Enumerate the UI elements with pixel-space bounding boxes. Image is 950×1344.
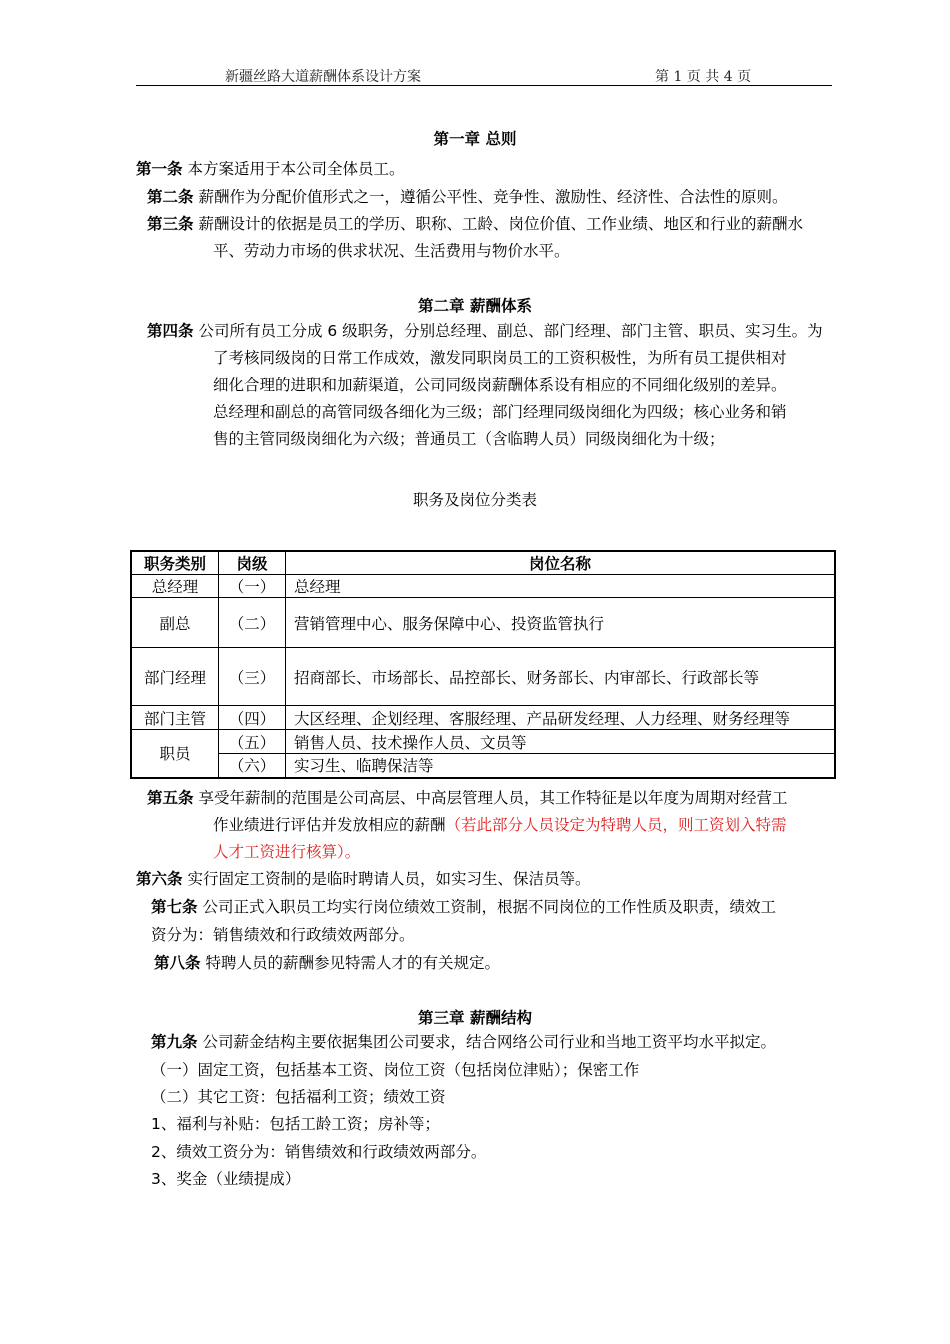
row-positions: 实习生、临聘保洁等 — [286, 754, 836, 778]
article-7-line-1: 公司正式入职员工均实行岗位绩效工资制，根据不同岗位的工作性质及职责，绩效工 — [202, 898, 776, 916]
article-8 — [154, 950, 500, 977]
article-6-text: 实行固定工资制的是临时聘请人员，如实习生、保洁员等。 — [187, 870, 591, 888]
article-3 — [147, 211, 803, 238]
article-3-line-1: 薪酬设计的依据是员工的学历、职称、工龄、岗位价值、工作业绩、地区和行业的薪酬水 — [198, 215, 803, 233]
chapter-3-title: 第三章 薪酬结构 — [418, 1009, 532, 1027]
row-positions: 招商部长、市场部长、品控部长、财务部长、内审部长、行政部长等 — [286, 648, 836, 706]
row-level: （六） — [219, 754, 286, 778]
row-category: 部门主管 — [131, 706, 219, 730]
row-positions: 销售人员、技术操作人员、文员等 — [286, 730, 836, 754]
article-3-line-2: 平、劳动力市场的供求状况、生活费用与物价水平。 — [213, 242, 570, 260]
row-category: 总经理 — [131, 575, 219, 598]
table-row — [131, 706, 835, 730]
table-row — [131, 648, 835, 706]
article-6-label: 第六条 — [136, 870, 183, 888]
article-2 — [147, 184, 787, 211]
row-category: 部门经理 — [131, 648, 219, 706]
article-7 — [151, 894, 776, 921]
row-level: （五） — [219, 730, 286, 754]
article-5-note: （若此部分人员设定为特聘人员，则工资划入特需 — [445, 816, 787, 834]
article-9 — [151, 1029, 776, 1056]
article-9-text: 公司薪金结构主要依据集团公司要求，结合网络公司行业和当地工资平均水平拟定。 — [202, 1033, 776, 1051]
article-5-line-1: 享受年薪制的范围是公司高层、中高层管理人员，其工作特征是以年度为周期对经营工 — [198, 789, 788, 807]
article-4-line-4: 总经理和副总的高管同级各细化为三级；部门经理同级岗细化为四级；核心业务和销 — [213, 403, 787, 421]
header-positions: 岗位名称 — [286, 551, 836, 575]
article-4-line-5: 售的主管同级岗细化为六级；普通员工（含临聘人员）同级岗细化为十级； — [213, 430, 725, 448]
article-5-line-2a: 作业绩进行评估并发放相应的薪酬 — [213, 816, 446, 834]
header-title: 新疆丝路大道薪酬体系设计方案 — [225, 69, 421, 85]
structure-item-2: （二）其它工资：包括福利工资；绩效工资 — [151, 1088, 446, 1106]
table-row — [131, 598, 835, 648]
table-row — [131, 754, 835, 778]
article-5-line-3: 人才工资进行核算）。 — [213, 843, 361, 861]
row-category: 职员 — [131, 730, 219, 778]
article-3-label: 第三条 — [147, 215, 194, 233]
page-number: 第 1 页 共 4 页 — [655, 69, 752, 85]
article-5 — [147, 785, 787, 812]
row-level: （四） — [219, 706, 286, 730]
article-8-text: 特聘人员的薪酬参见特需人才的有关规定。 — [205, 954, 500, 972]
header-level: 岗级 — [219, 551, 286, 575]
article-4-line-3: 细化合理的进职和加薪渠道，公司同级岗薪酬体系设有相应的不同细化级别的差异。 — [213, 376, 787, 394]
structure-item-1: （一）固定工资，包括基本工资、岗位工资（包括岗位津贴）；保密工作 — [151, 1061, 640, 1079]
header-rule — [136, 85, 832, 86]
article-4 — [147, 318, 823, 345]
row-level: （三） — [219, 648, 286, 706]
article-7-line-2: 资分为：销售绩效和行政绩效两部分。 — [151, 926, 415, 944]
article-7-label: 第七条 — [151, 898, 198, 916]
chapter-2-title: 第二章 薪酬体系 — [418, 297, 532, 315]
position-table — [130, 550, 836, 779]
article-5-label: 第五条 — [147, 789, 194, 807]
article-2-label: 第二条 — [147, 188, 194, 206]
structure-item-5: 3、奖金（业绩提成） — [151, 1170, 301, 1188]
article-4-line-2: 了考核同级岗的日常工作成效，激发同职岗员工的工资积极性，为所有员工提供相对 — [213, 349, 787, 367]
article-1 — [136, 156, 404, 183]
row-level: （一） — [219, 575, 286, 598]
article-1-text: 本方案适用于本公司全体员工。 — [187, 160, 405, 178]
structure-item-4: 2、绩效工资分为：销售绩效和行政绩效两部分。 — [151, 1143, 487, 1161]
article-6 — [136, 866, 590, 893]
row-positions: 总经理 — [286, 575, 836, 598]
table-header-row — [131, 551, 835, 575]
article-5-line-2 — [213, 812, 787, 839]
article-8-label: 第八条 — [154, 954, 201, 972]
chapter-1-title: 第一章 总则 — [433, 130, 517, 148]
article-4-line-1: 公司所有员工分成 6 级职务，分别总经理、副总、部门经理、部门主管、职员、实习生。为 — [198, 322, 823, 340]
article-9-label: 第九条 — [151, 1033, 198, 1051]
table-row — [131, 575, 835, 598]
row-category: 副总 — [131, 598, 219, 648]
row-positions: 营销管理中心、服务保障中心、投资监管执行 — [286, 598, 836, 648]
header-category: 职务类别 — [131, 551, 219, 575]
table-caption: 职务及岗位分类表 — [412, 491, 537, 509]
article-4-label: 第四条 — [147, 322, 194, 340]
row-positions: 大区经理、企划经理、客服经理、产品研发经理、人力经理、财务经理等 — [286, 706, 836, 730]
table-row — [131, 730, 835, 754]
article-1-label: 第一条 — [136, 160, 183, 178]
article-2-text: 薪酬作为分配价值形式之一，遵循公平性、竞争性、激励性、经济性、合法性的原则。 — [198, 188, 788, 206]
structure-item-3: 1、福利与补贴：包括工龄工资；房补等； — [151, 1115, 440, 1133]
row-level: （二） — [219, 598, 286, 648]
